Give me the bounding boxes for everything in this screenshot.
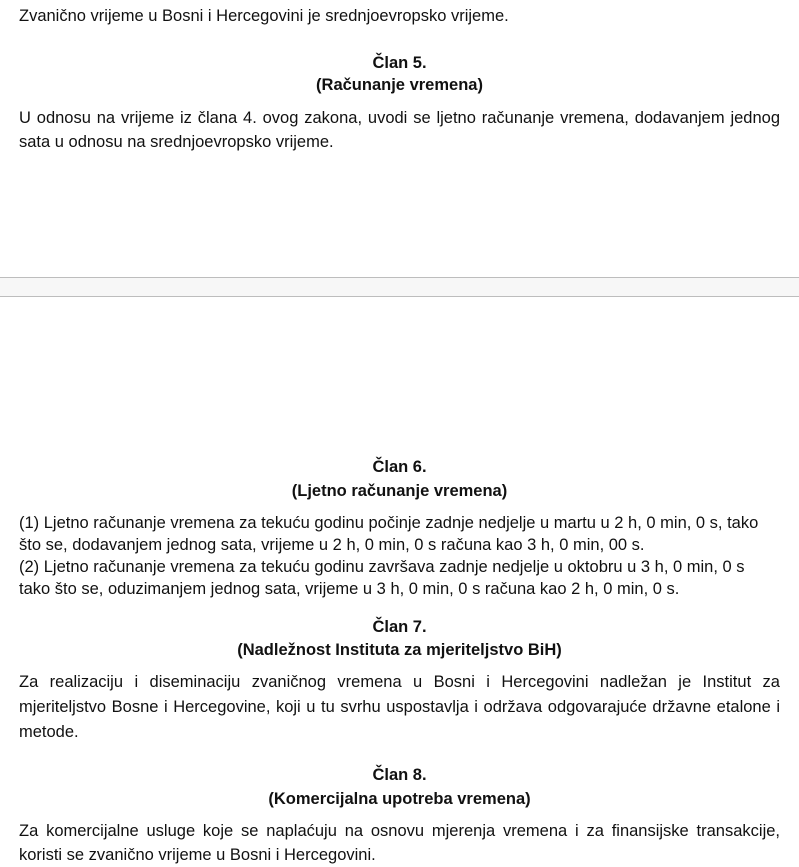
article-6-title: (Ljetno računanje vremena) bbox=[291, 482, 508, 500]
article-6-paragraph-1: (1) Ljetno računanje vremena za tekuću godinu počinje zadnje nedjelje u martu u 2 h, 0 min, 0 s, tako što se, dodavanjem jednog sata, vrijeme u 2 h, 0 min, 0 s računa kao 3 h, 0 min, 00 s. bbox=[19, 514, 759, 554]
article-7-number: Član 7. bbox=[372, 618, 427, 636]
article-6-number: Član 6. bbox=[372, 458, 427, 476]
article-8-title: (Komercijalna upotreba vremena) bbox=[268, 790, 531, 808]
article-8-number: Član 8. bbox=[372, 766, 427, 784]
article-7-title: (Nadležnost Instituta za mjeriteljstvo BiH) bbox=[237, 641, 562, 659]
article-5-title: (Računanje vremena) bbox=[316, 76, 483, 94]
article-5-paragraph: U odnosu na vrijeme iz člana 4. ovog zakona, uvodi se ljetno računanje vremena, dodavanjem jednog sata u odnosu na srednjoevropsko vrijeme. bbox=[19, 109, 780, 151]
article-7-paragraph: Za realizaciju i diseminaciju zvaničnog vremena u Bosni i Hercegovini nadležan je Institut za mjeriteljstvo Bosne i Hercegovine, koji u tu svrhu uspostavlja i održava odgovarajuće državne etalone i metode. bbox=[19, 673, 780, 741]
article-5-number: Član 5. bbox=[372, 54, 427, 72]
document-page-1 bbox=[0, 0, 799, 278]
article-6-paragraph-2: (2) Ljetno računanje vremena za tekuću godinu završava zadnje nedjelje u oktobru u 3 h, 0 min, 0 s tako što se, oduzimanjem jednog sata, vrijeme u 3 h, 0 min, 0 s računa kao 2 h, 0 min, 0 s. bbox=[19, 558, 745, 598]
page-break-separator bbox=[0, 277, 799, 297]
intro-paragraph: Zvanično vrijeme u Bosni i Hercegovini je srednjoevropsko vrijeme. bbox=[19, 7, 509, 25]
article-8-paragraph: Za komercijalne usluge koje se naplaćuju na osnovu mjerenja vremena i za finansijske transakcije, koristi se zvanično vrijeme u Bosni i Hercegovini. bbox=[19, 822, 780, 864]
